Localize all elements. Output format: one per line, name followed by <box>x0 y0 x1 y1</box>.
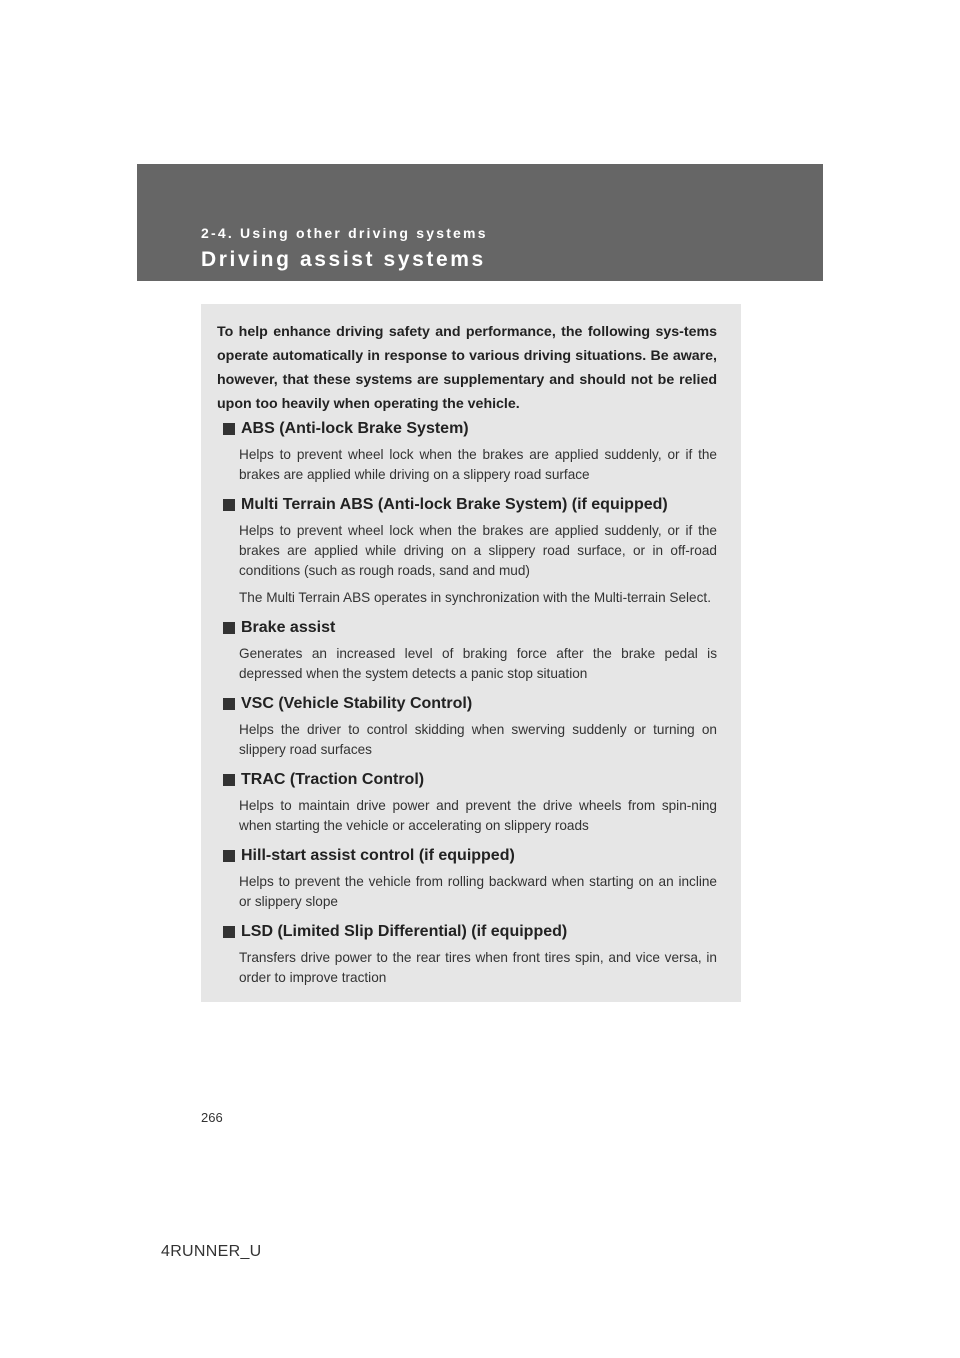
system-heading <box>223 693 717 715</box>
system-title: Multi Terrain ABS (Anti-lock Brake System) (if equipped) <box>241 496 668 513</box>
description-paragraph: Helps the driver to control skidding when swerving suddenly or turning on slippery road surfaces <box>239 722 717 757</box>
system-description <box>239 948 717 988</box>
system-heading <box>223 494 717 516</box>
system-heading <box>223 769 717 791</box>
system-item <box>223 921 717 988</box>
system-heading <box>223 617 717 639</box>
chapter-title: Driving assist systems <box>201 248 486 271</box>
chapter-header <box>137 164 823 281</box>
system-item <box>223 845 717 912</box>
system-title: VSC (Vehicle Stability Control) <box>241 695 473 712</box>
system-title: ABS (Anti-lock Brake System) <box>241 420 469 437</box>
system-heading <box>223 845 717 867</box>
square-bullet-icon <box>223 926 235 938</box>
system-item <box>223 693 717 760</box>
square-bullet-icon <box>223 622 235 634</box>
system-description <box>239 445 717 485</box>
system-heading <box>223 921 717 943</box>
description-paragraph: Helps to prevent wheel lock when the brakes are applied suddenly, or if the brakes are applied while driving on a slippery road surface <box>239 447 717 482</box>
system-title: LSD (Limited Slip Differential) (if equipped) <box>241 923 568 940</box>
system-title: Brake assist <box>241 619 336 636</box>
intro-text: To help enhance driving safety and performance, the following sys-tems operate automatically in response to various driving situations. Be aware, however, that these systems are supplementary and should not be relied upon too heavily when operating the vehicle. <box>217 324 717 412</box>
page-number: 266 <box>201 1110 223 1125</box>
info-box <box>201 304 741 1002</box>
system-heading <box>223 418 717 440</box>
description-paragraph: Helps to prevent wheel lock when the brakes are applied suddenly, or if the brakes are applied while driving on a slippery road surface, or in off-road conditions (such as rough roads, sand and mud) <box>239 523 717 578</box>
system-item <box>223 494 717 608</box>
description-paragraph: Transfers drive power to the rear tires when front tires spin, and vice versa, in order to improve traction <box>239 950 717 985</box>
system-item <box>223 617 717 684</box>
square-bullet-icon <box>223 423 235 435</box>
system-item <box>223 769 717 836</box>
square-bullet-icon <box>223 850 235 862</box>
section-label: 2-4. Using other driving systems <box>201 225 488 241</box>
description-paragraph: Generates an increased level of braking force after the brake pedal is depressed when the system detects a panic stop situation <box>239 646 717 681</box>
system-title: Hill-start assist control (if equipped) <box>241 847 515 864</box>
document-id: 4RUNNER_U <box>161 1243 262 1260</box>
description-paragraph: Helps to prevent the vehicle from rolling backward when starting on an incline or slippery slope <box>239 874 717 909</box>
square-bullet-icon <box>223 499 235 511</box>
systems-list <box>223 418 717 997</box>
system-description <box>239 796 717 836</box>
system-description <box>239 521 717 608</box>
description-paragraph: The Multi Terrain ABS operates in synchronization with the Multi-terrain Select. <box>239 590 711 605</box>
square-bullet-icon <box>223 698 235 710</box>
description-paragraph: Helps to maintain drive power and prevent the drive wheels from spin-ning when starting the vehicle or accelerating on slippery roads <box>239 798 717 833</box>
system-description <box>239 644 717 684</box>
system-description <box>239 720 717 760</box>
square-bullet-icon <box>223 774 235 786</box>
system-description <box>239 872 717 912</box>
system-title: TRAC (Traction Control) <box>241 771 425 788</box>
system-item <box>223 418 717 485</box>
